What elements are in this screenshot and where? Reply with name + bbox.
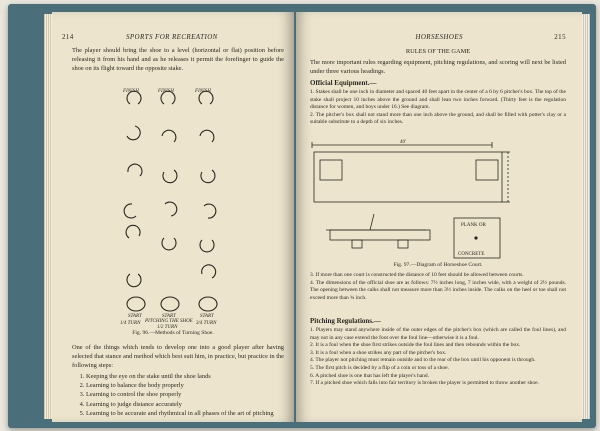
pitching-rule: 5. The first pitch is decided by a flip of a coin or toss of a shoe. xyxy=(310,364,449,371)
equipment-rule: 2. The pitcher's box shall not stand more than one inch above the ground, and shall be filled with potter's clay or a suitable substitute to a depth of six inches. xyxy=(310,111,566,126)
equipment-rule: 4. The dimensions of the official shoe are as follows: 7½ inches long, 7 inches wide, with a weight of 2½ pounds. The opening between the calks shall not measure more than 3½ inches inside. The calks on the heel or toe shall not exceed more than ¾ inch. xyxy=(310,279,566,301)
horseshoe-icon xyxy=(128,164,142,176)
horseshoe-icon xyxy=(200,240,214,252)
horseshoe-icon xyxy=(161,297,179,311)
equipment-rule: 3. If more than one court is constructed the distance of 10 feet should be allowed between courts. xyxy=(310,272,524,278)
concrete-label: CONCRETE xyxy=(458,252,485,257)
figure-97-caption: Fig. 97.—Diagram of Horseshoe Court. xyxy=(393,262,483,268)
horseshoe-icon xyxy=(127,297,145,311)
left-page xyxy=(52,12,294,422)
practice-steps-list xyxy=(72,372,284,418)
rules-section-title: RULES OF THE GAME xyxy=(405,48,471,55)
rules-intro: The more important rules regarding equipment, pitching regulations, and scoring will next be listed under three various headings. xyxy=(310,59,566,76)
horseshoe-icon xyxy=(163,170,177,183)
pitching-rule: 7. If a pitched shoe which falls into fair territory is broken the player is permitted to throw another shoe. xyxy=(310,380,539,387)
step-item: 4. Learning to judge distance accurately xyxy=(86,400,284,409)
equipment-rule: 1. Stakes shall be one inch in diameter and spaced 40 feet apart in the center of a 6 by 6 pitcher's box. The top of the stake shall project 10 inches above the ground and shall lean two inches forward. (Thirty feet is the regulation distance for women, and boys under 16.) See diagram. xyxy=(310,89,566,111)
horseshoe-icon xyxy=(199,297,217,311)
left-page-number: 214 xyxy=(62,33,74,41)
pitching-rule: 1. Players may stand anywhere inside of the outer edges of the pitcher's box (which are called the foul lines), and may not in any case extend the foot over the foul line—otherwise it is a foul. xyxy=(310,327,566,341)
pitching-rule: 4. The player not pitching must remain outside and to the rear of the box until his opponent is through. xyxy=(310,357,536,364)
horseshoe-icon xyxy=(201,170,215,183)
horseshoe-icon xyxy=(127,274,141,287)
horseshoe-icon xyxy=(204,204,216,218)
plank-or-label: PLANK OR xyxy=(461,223,486,228)
step-item: 5. Learning to be accurate and rhythmical in all phases of the art of pitching xyxy=(86,409,284,418)
right-page xyxy=(296,12,582,422)
start-label-2: START xyxy=(162,314,176,319)
right-page-edges xyxy=(582,14,590,419)
quarter-turn-label: 1/4 TURN xyxy=(120,321,141,326)
equipment-heading: Official Equipment.— xyxy=(310,79,377,87)
pitching-rules xyxy=(310,327,566,388)
horseshoe-icon xyxy=(202,265,216,278)
three-quarter-turn-label: 3/4 TURN xyxy=(196,321,217,326)
left-paragraph-2: One of the things which tends to develop one into a good player after having selected that stance and method which best suit him, in practice, but practice in the following steps: xyxy=(72,344,284,370)
left-page-edges xyxy=(44,14,52,419)
finish-label-1: FINISH xyxy=(123,89,139,94)
start-label-3: START xyxy=(200,314,214,319)
court-length-label: 40' xyxy=(400,140,406,145)
figure-96-caption: Fig. 96.—Methods of Turning Shoe. xyxy=(132,330,214,336)
half-turn-label: 1/2 TURN xyxy=(157,325,178,330)
finish-label-3: FINISH xyxy=(195,89,211,94)
pitching-heading: Pitching Regulations.— xyxy=(310,317,381,325)
horseshoe-icon xyxy=(124,204,136,218)
left-intro-paragraph: The player should bring the shoe to a level (horizontal or flat) position before releasing it from his hand and as he releases it permit the forefinger to guide the shoe on its flight toward the opposite stake. xyxy=(72,47,284,73)
horseshoe-icon xyxy=(162,238,176,250)
horseshoe-icon xyxy=(162,130,176,142)
pitching-rule: 2. It is a foul when the shoe first strikes outside the foul lines and then rebounds within the box. xyxy=(310,342,521,349)
pitching-rule: 6. A pitched shoe is one that has left the player's hand. xyxy=(310,372,430,379)
horseshoe-icon xyxy=(200,130,214,142)
horseshoe-icon xyxy=(126,225,140,238)
left-book-title: SPORTS FOR RECREATION xyxy=(125,33,218,41)
step-item: 1. Keeping the eye on the stake until the shoe lands xyxy=(86,372,284,381)
pitching-rule: 3. It is a foul when a shoe strikes any part of the pitcher's box. xyxy=(310,349,447,356)
start-label-1: START xyxy=(128,314,142,319)
finish-label-2: FINISH xyxy=(158,89,174,94)
pitching-label: PITCHING THE SHOE xyxy=(145,319,193,324)
right-chapter-title: HORSESHOES xyxy=(415,33,463,41)
step-item: 3. Learning to control the shoe properly xyxy=(86,390,284,399)
equipment-rules-continued xyxy=(310,272,566,302)
horseshoe-icon xyxy=(127,126,140,140)
right-page-number: 215 xyxy=(554,33,566,41)
step-item: 2. Learning to balance the body properly xyxy=(86,381,284,390)
horseshoe-icon xyxy=(165,202,177,216)
